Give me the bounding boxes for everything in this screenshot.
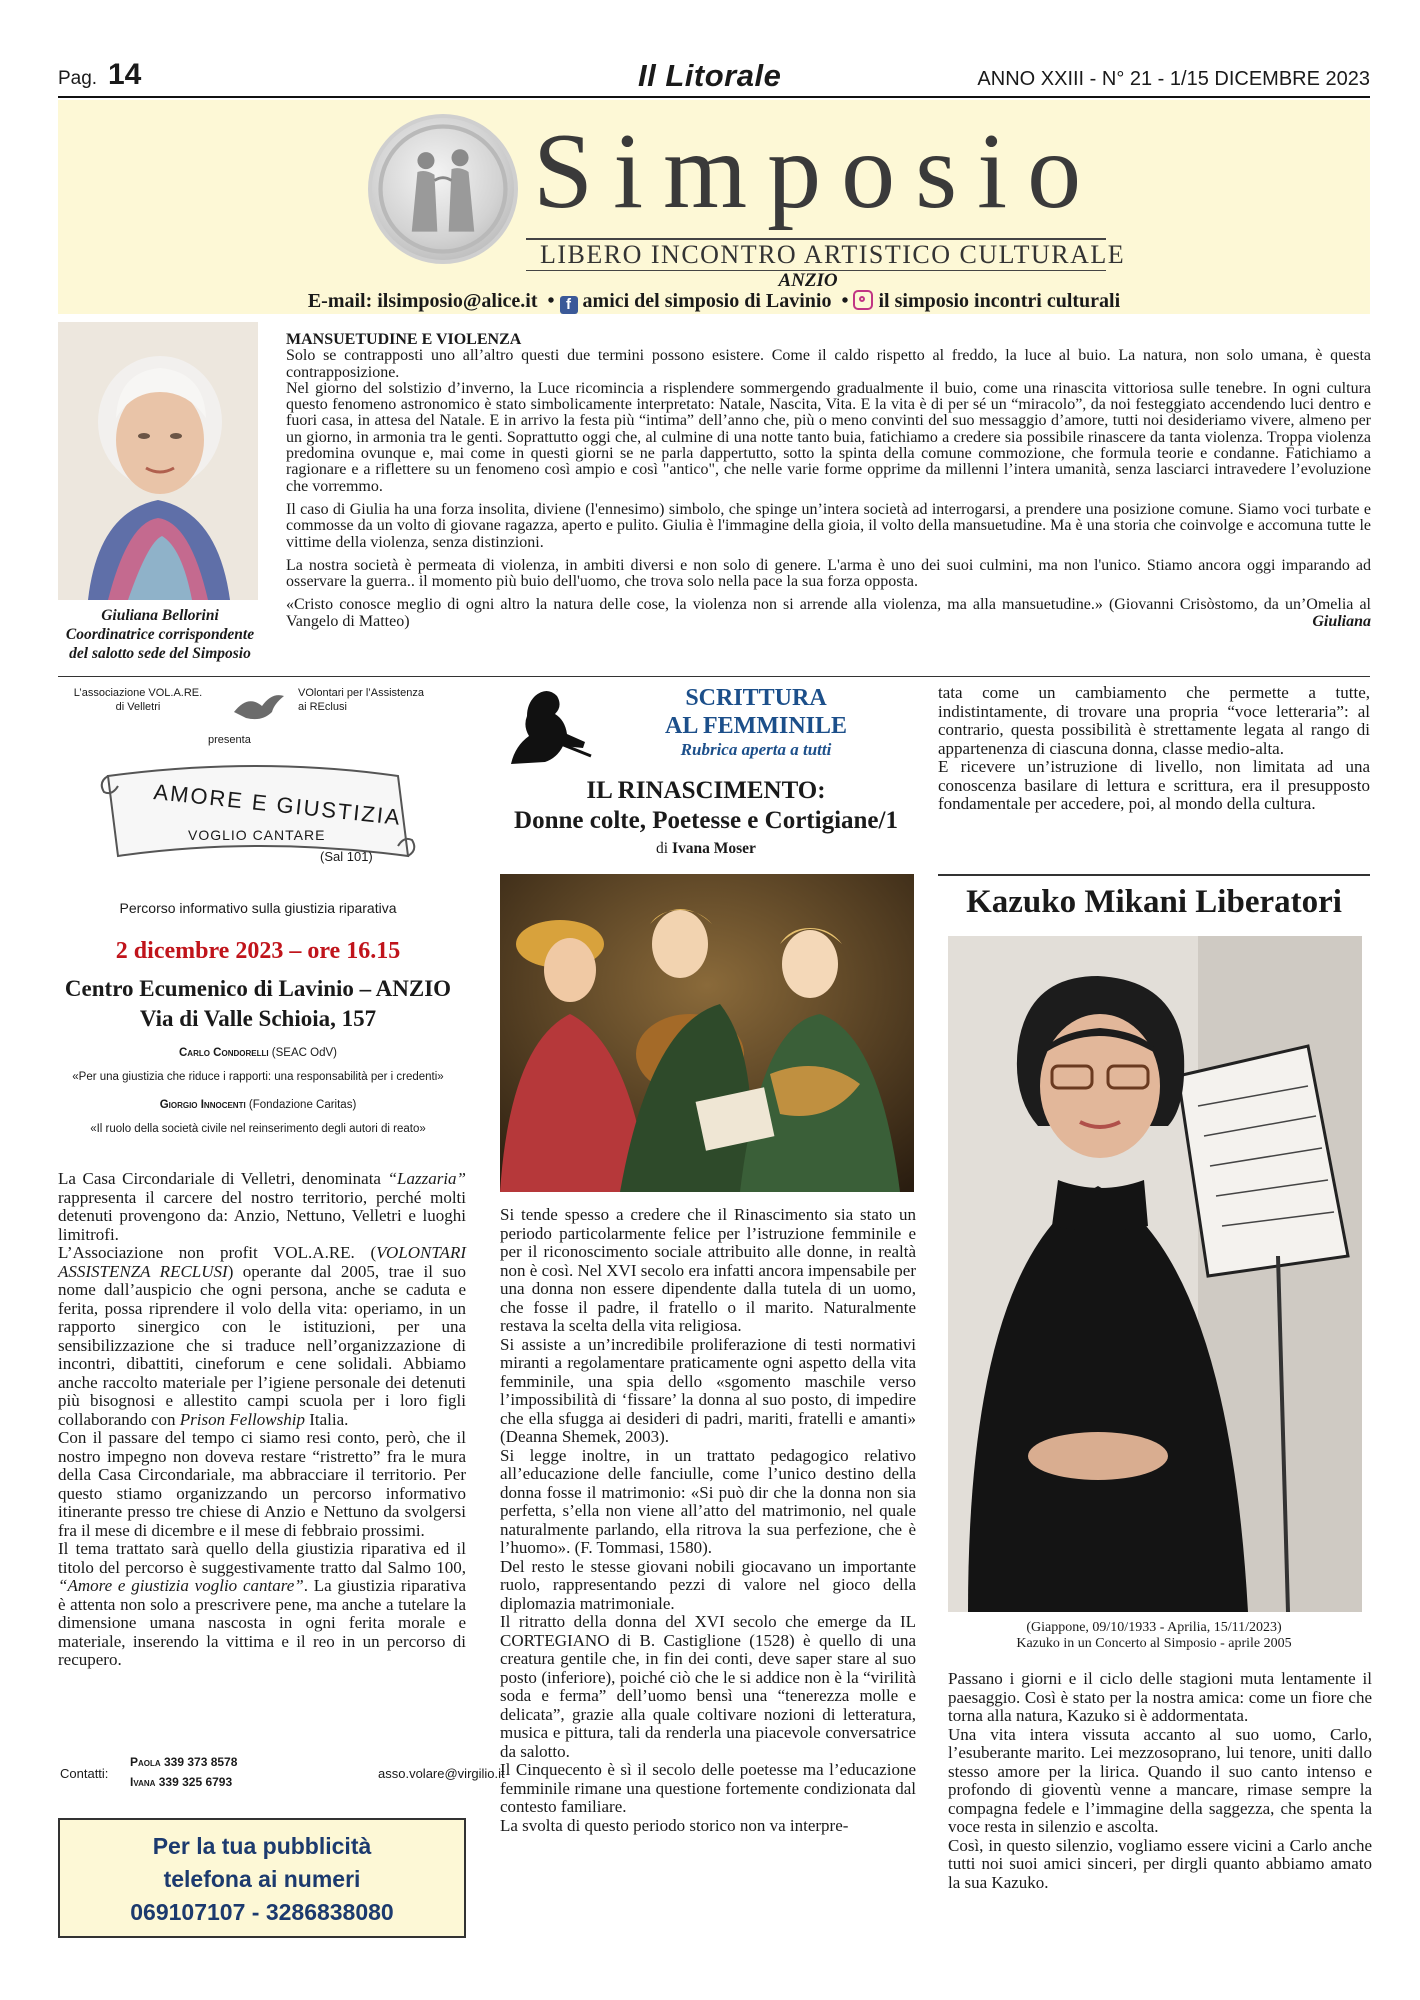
volare-banner-title: AMORE E GIUSTIZIA (152, 779, 403, 830)
kazuko-paragraph: Così, in questo silenzio, vogliamo essere vicini a Carlo anche tutti noi suoi amici sinceri, per dirgli quanto abbiamo amato la sua Kazuko. (948, 1835, 1372, 1892)
simposio-subtitle: LIBERO INCONTRO ARTISTICO CULTURALE (540, 240, 1126, 269)
portrait-caption: Giuliana Bellorini Coordinatrice corrispondente del salotto sede del Simposio (65, 607, 255, 662)
simposio-contact-line: E-mail: ilsimposio@alice.it • f amici del simposio di Lavinio • il simposio incontri culturali (307, 290, 1121, 313)
speaker-2-talk: «Il ruolo della società civile nel reinserimento degli autori di reato» (90, 1123, 426, 1135)
contact-email[interactable]: asso.volare@virgilio.it (378, 1766, 505, 1781)
volare-banner-subtitle: VOGLIO CANTARE (188, 827, 326, 843)
contact-phone[interactable]: Paola 339 373 8578 (130, 1755, 238, 1769)
section-rule (58, 676, 1370, 677)
volare-flyer (58, 684, 458, 924)
figures-icon (372, 118, 514, 260)
column-name: SCRITTURA AL FEMMINILE (664, 685, 847, 739)
page-header (58, 58, 1370, 96)
article-kazuko (948, 1670, 1372, 1892)
rinascimento-paragraph: Si tende spesso a credere che il Rinascimento sia stato un periodo particolarmente felice per l’istruzione femminile e per il riconoscimento sociale attribuito alle donne, in realtà non è così. Nel XVI secolo era infatti ancora impensabile per una donna non essere dipendente dalla tutela di un uomo, che fosse il padre, il fratello o il marito. Naturalmente restava la scelta della vita religiosa. (500, 1205, 916, 1335)
rinascimento-paragraph: tata come un cambiamento che permette a tutte, indistintamente, di trovare una propria “voce letteraria”: al contrario, questa possibilità è strettamente legata al rango di appartenenza di ciascuna donna, classe medio-alta. (938, 683, 1370, 758)
simposio-facebook[interactable]: amici del simposio di Lavinio (582, 290, 832, 312)
simposio-city: ANZIO (778, 270, 838, 291)
rinascimento-paragraph: Il ritratto della donna del XVI secolo che emerge da IL CORTEGIANO di B. Castiglione (1528) è quello di una creatura gentile che, in fin dei conti, deve saper stare al suo posto (inferiore), poiché ciò che le si addice non è la “virilità soda e ferma” dell’uomo bensì una “tenerezza molle e delicata”, grazie alla quale coltivare nozioni di letteratura, musica e pittura, tali da renderla una piacevole conversatrice da salotto. (500, 1612, 916, 1761)
contact-phone[interactable]: Ivana 339 325 6793 (130, 1775, 233, 1789)
article1-paragraph: La nostra società è permeata di violenza, in ambiti diversi e non solo di genere. L'arma è uno dei suoi culmini, ma non l'unico. Stiamo ancora oggi imparando ad osservare la guerra.. il momento più buio dell'uomo, che trova solo nella pace la sua forza opposta. (286, 556, 1371, 591)
instagram-icon (853, 290, 873, 310)
renaissance-painting (500, 874, 914, 1192)
article1-paragraph: Il caso di Giulia ha una forza insolita, diviene (l'ennesimo) simbolo, che spinge un’intera società ad interrogarsi, a prendere una posizione comune. Siamo voci turbate e commosse da un volto di giovane ragazza, aperto e pulito. Giulia è l'immagine della gioia, il volto della mansuetudine. Ma è una storia che coinvolge e accomuna tutte le vittime della violenza, senza distinzioni. (286, 500, 1371, 551)
contacts-label: Contatti: (60, 1766, 109, 1781)
right-column-rule (938, 874, 1370, 876)
page-number: 14 (108, 58, 142, 91)
article-volare (58, 1170, 466, 1670)
article1-signature: Giuliana (1312, 613, 1371, 631)
contacts-phones (130, 1752, 237, 1792)
article-mansuetudine (286, 332, 1371, 630)
article-rinascimento (500, 1206, 916, 1835)
rinascimento-paragraph: Del resto le stesse giovani nobili giocavano un importante ruolo, rappresentando pezzi di valore nel gioco della diplomazia matrimoniale. (500, 1556, 916, 1613)
writing-woman-icon (505, 686, 595, 768)
rinascimento-paragraph: La svolta di questo periodo storico non va interpre- (500, 1815, 849, 1835)
simposio-email[interactable]: E-mail: ilsimposio@alice.it (307, 290, 538, 312)
renaissance-women-painting-icon (500, 874, 914, 1192)
left-article-paragraph: Il tema trattato sarà quello della giustizia riparativa ed il titolo del percorso è suggestivamente tratto dal Salmo 100, “Amore e giustizia voglio cantare”. La giustizia riparativa è attenta non solo a prescrivere pene, ma anche a tutelare la dimensione umana nascosta in ogni ferita morale e materiale, inserendo la vittima e il reo in un percorso di recupero. (58, 1539, 466, 1669)
kazuko-paragraph: Una vita intera vissuta accanto al suo uomo, Carlo, l’esuberante marito. Lei mezzosoprano, lui tenore, uniti dallo stesso amore per la lirica. Quando il suo canto intenso e profondo di gioventù venne a mancare, rimase sempre la compagna fedele e l’immagine della saggezza, che spenta la voce resta in silenzio e ascolta. (948, 1724, 1372, 1836)
header-rule (58, 96, 1370, 98)
rinascimento-paragraph: Si assiste a un’incredibile proliferazione di testi normativi miranti a regolamentare praticamente ogni aspetto della vita femminile, una spia dello «sgomento maschile verso l’impossibilità di ‘fissare’ la donna al suo posto, di impedire che ella sfugga ai desideri di padri, mariti, fratelli e amanti» (Deanna Shemek, 2003). (500, 1334, 916, 1446)
left-article-paragraph: L’Associazione non profit VOL.A.RE. (VOLONTARI ASSISTENZA RECLUSI) operante dal 2005, trae il suo nome dall’auspicio che ogni persona, anche se caduta e ferita, possa riprendere il volo della vita: operiamo, in un rapporto sinergico con le istituzioni, per una sensibilizzazione che si traduce nell’organizzazione di incontri, dibattiti, cineforum e cene solidali. Abbiamo anche raccolto materiale per l’igiene personale dei detenuti più bisognosi e allestito campi scuola per i loro figli collaborando con Prison Fellowship Italia. (58, 1243, 466, 1429)
newspaper-title: Il Litorale (638, 58, 782, 93)
advertising-box (58, 1818, 466, 1938)
event-date: 2 dicembre 2023 – ore 16.15 (115, 938, 401, 964)
rinascimento-paragraph: E ricevere un’istruzione di livello, non limitata ad una conoscenza basilare di lettura e scrittura, era il presupposto fondamentale per accedere, poi, al mondo della cultura. (938, 757, 1370, 813)
volare-percorso: Percorso informativo sulla giustizia riparativa (119, 900, 397, 916)
rinascimento-paragraph: Il Cinquecento è sì il secolo delle poetesse ma l’educazione femminile rimane una questione fortemente condizionata dal contesto familiare. (500, 1760, 916, 1816)
page-label: Pag. (58, 68, 98, 89)
portrait-woman-icon (58, 322, 258, 600)
volare-banner-reference: (Sal 101) (320, 849, 373, 864)
volare-voluntary: VOlontari per l’Assistenza ai REclusi (298, 687, 424, 713)
rinascimento-continued (938, 684, 1370, 814)
rinascimento-paragraph: Si legge inoltre, in un trattato pedagogico relativo all’educazione delle fanciulle, come l’unico destino della donna fosse il matrimonio: «Si può dir che la donna non sia perfetta, s’ella non viene all’atto del matrimonio, nel quale naturalmente parlando, ella ritrova la sua perfezione, che è l’huomo». (F. Tommasi, 1580). (500, 1445, 916, 1557)
contacts-block (58, 1750, 505, 1800)
speaker-2: Giorgio Innocenti (Fondazione Caritas) (159, 1099, 357, 1111)
article1-headline: MANSUETUDINE E VIOLENZA (286, 331, 522, 348)
volare-presenta: presenta (208, 734, 251, 746)
simposio-banner (58, 100, 1370, 314)
article1-paragraph: Nel giorno del solstizio d’inverno, la Luce ricomincia a risplendere sommergendo gradualmente il buio, come una rinascita vittoriosa sulle tenebre. In ogni cultura questo fenomeno astronomico è stato simbolicamente interpretato: Natale, Nascita, Vita. E la vita è di per sé un “miracolo”, da noi festeggiato accendendo luci dentro e fuori casa, in attesa del Natale. E in arrivo la festa più “intima” dell’anno che, più o meno convinti del suo messaggio d’amore, tutti noi desideriamo vivere, almeno per un giorno, in armonia tra le genti. Soprattutto oggi che, al culmine di una notte tanto buia, fatichiamo a credere sia possibile rinascere da tanta violenza. Troppa violenza predomina ovunque e, mai come in questi giorni se ne parla dappertutto, sotto la spinta della comune commozione, che formula teorie e condanne. Fatichiamo a ragionare e a riflettere su un fenomeno così ampio e così "antico", che nelle varie forme opprime da millenni l’intera umanità, senza lasciarci intravedere l’evoluzione che vorremmo. (286, 379, 1371, 495)
left-article-paragraph: Con il passare del tempo ci siamo resi conto, però, che il nostro impegno non doveva restare “ristretto” fra le mura della Casa Circondariale, ma abbracciare il territorio. Per questo stiamo organizzando un percorso informativo itinerante presso tre chiese di Anzio e Nettuno da svolgersi fra il mese di dicembre e il mese di febbraio prossimi. (58, 1428, 466, 1540)
simposio-instagram[interactable]: il simposio incontri culturali (878, 290, 1121, 312)
article1-paragraph: Solo se contrapposti uno all’altro questi due termini possono esistere. Come il caldo rispetto al freddo, la luce al buio. La natura, non solo umana, è questa contrapposizione. (286, 347, 1371, 381)
singer-portrait-icon (948, 936, 1362, 1612)
issue-info: ANNO XXIII - N° 21 - 1/15 DICEMBRE 2023 (977, 68, 1370, 90)
left-article-paragraph: La Casa Circondariale di Velletri, denominata “Lazzaria” rappresenta il carcere del nostro territorio, perché molti detenuti provengono da: Anzio, Nettuno, Velletri e luoghi limitrofi. (58, 1169, 466, 1244)
simposio-logo-medallion (368, 114, 518, 264)
kazuko-headline: Kazuko Mikani Liberatori (966, 884, 1342, 920)
article1-quote: «Cristo conosce meglio di ogni altro la natura delle cose, la violenza non si arrende alla violenza, ma alla mansuetudine.» (Giovanni Crisòstomo, da un’Omelia al Vangelo di Matteo) (286, 596, 1371, 630)
rinascimento-byline: di Ivana Moser (656, 840, 756, 857)
kazuko-caption: (Giappone, 09/10/1933 - Aprilia, 15/11/2023) Kazuko in un Concerto al Simposio - aprile 2005 (1016, 1620, 1292, 1651)
advertising-phone-numbers[interactable]: 069107107 - 3286838080 (130, 1899, 394, 1925)
volare-association: L’associazione VOL.A.RE. di Velletri (73, 687, 203, 713)
facebook-icon: f (560, 296, 578, 314)
kazuko-paragraph: Passano i giorni e il ciclo delle stagioni muta lentamente il paesaggio. Così è stato per la nostra amica: come un fiore che torna alla natura, Kazuko si è addormentata. (948, 1669, 1372, 1725)
rinascimento-headline: IL RINASCIMENTO: Donne colte, Poetesse e Cortigiane/1 (514, 777, 898, 834)
kazuko-photo (948, 936, 1362, 1612)
dove-icon (228, 688, 288, 728)
speaker-1: Carlo Condorelli (SEAC OdV) (179, 1047, 337, 1059)
speaker-1-talk: «Per una giustizia che riduce i rapporti: una responsabilità per i credenti» (72, 1071, 444, 1083)
portrait-photo-giuliana (58, 322, 258, 600)
advertising-text: Per la tua pubblicità telefona ai numeri 069107107 - 3286838080 (60, 1830, 464, 1929)
simposio-title: Simposio (533, 112, 1102, 231)
column-tagline: Rubrica aperta a tutti (680, 740, 832, 759)
event-venue: Centro Ecumenico di Lavinio – ANZIO Via di Valle Schioia, 157 (64, 976, 452, 1031)
